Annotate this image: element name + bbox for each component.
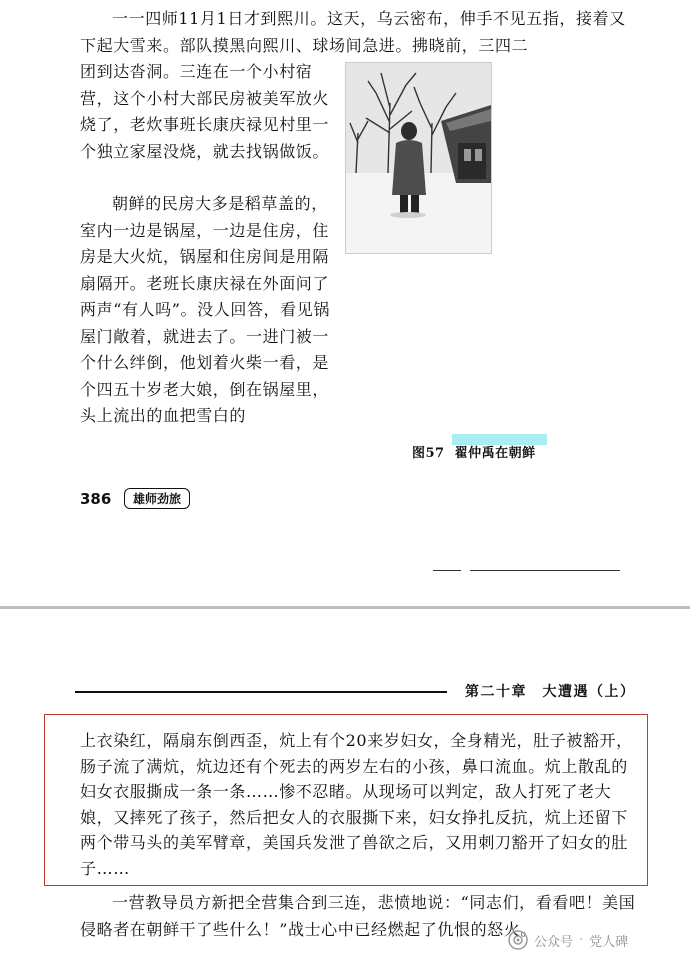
figure-label: 图57	[412, 446, 445, 461]
paragraph-opening-continued: 团到达沓洞。三连在一个小村宿营，这个小村大部民房被美军放火烧了，老炊事班长康庆禄见村里一个独立家屋没烧，就去找锅做饭。	[80, 62, 330, 161]
figure-caption	[412, 442, 536, 461]
page-divider	[0, 606, 690, 609]
watermark-account: 党人碑	[589, 934, 629, 950]
figure-caption-text: 翟仲禹在朝鲜	[454, 446, 536, 461]
paragraph-korean-houses: 朝鲜的民房大多是稻草盖的，室内一边是锅屋，一边是住房，住房是大火炕，锅屋和住房间是用隔扇隔开。老班长康庆禄在外面问了两声“有人吗”。没人回答，看见锅屋门敞着，就进去了。一进门被一个什么绊倒，他划着火柴一看，是个四五十岁老大娘，倒在锅屋里，头上流出的血把雪白的	[80, 194, 330, 425]
soldier-in-snow-photo	[346, 63, 491, 253]
paragraph-opening: 一一四师11月1日才到熙川。这天，乌云密布，伸手不见五指，接着又下起大雪来。部队摸黑向熙川、球场间急进。拂晓前，三四二	[80, 9, 626, 55]
header-rule	[75, 691, 447, 693]
page-number: 386	[80, 490, 112, 508]
paragraph-battalion-gathering: 一营教导员方新把全营集合到三连，悲愤地说：“同志们，看看吧！美国侵略者在朝鲜干了些什么！”战士心中已经燃起了仇恨的怒火。	[80, 893, 636, 939]
wechat-watermark	[508, 930, 628, 950]
book-title-badge: 雄师劲旅	[124, 488, 190, 509]
watermark-platform: 公众号	[534, 934, 574, 950]
historical-photo	[345, 62, 492, 254]
watermark-separator: ·	[579, 932, 584, 948]
scan-artifact-line	[470, 570, 620, 571]
scan-artifact-line	[433, 570, 461, 571]
highlighted-paragraph: 上衣染红，隔扇东倒西歪，炕上有个20来岁妇女，全身精光，肚子被豁开，肠子流了满炕，炕边还有个死去的两岁左右的小孩，鼻口流血。炕上散乱的妇女衣服撕成一条一条……惨不忍睹。从现场可以判定，敌人打死了老大娘，又摔死了孩子，然后把女人的衣服撕下来，妇女挣扎反抗，炕上还留下两个带马头的美军臂章，美国兵发泄了兽欲之后，又用刺刀豁开了妇女的肚子……	[80, 731, 633, 878]
wechat-official-account-icon	[508, 930, 528, 950]
chapter-header: 第二十章 大遭遇（上）	[465, 684, 636, 700]
